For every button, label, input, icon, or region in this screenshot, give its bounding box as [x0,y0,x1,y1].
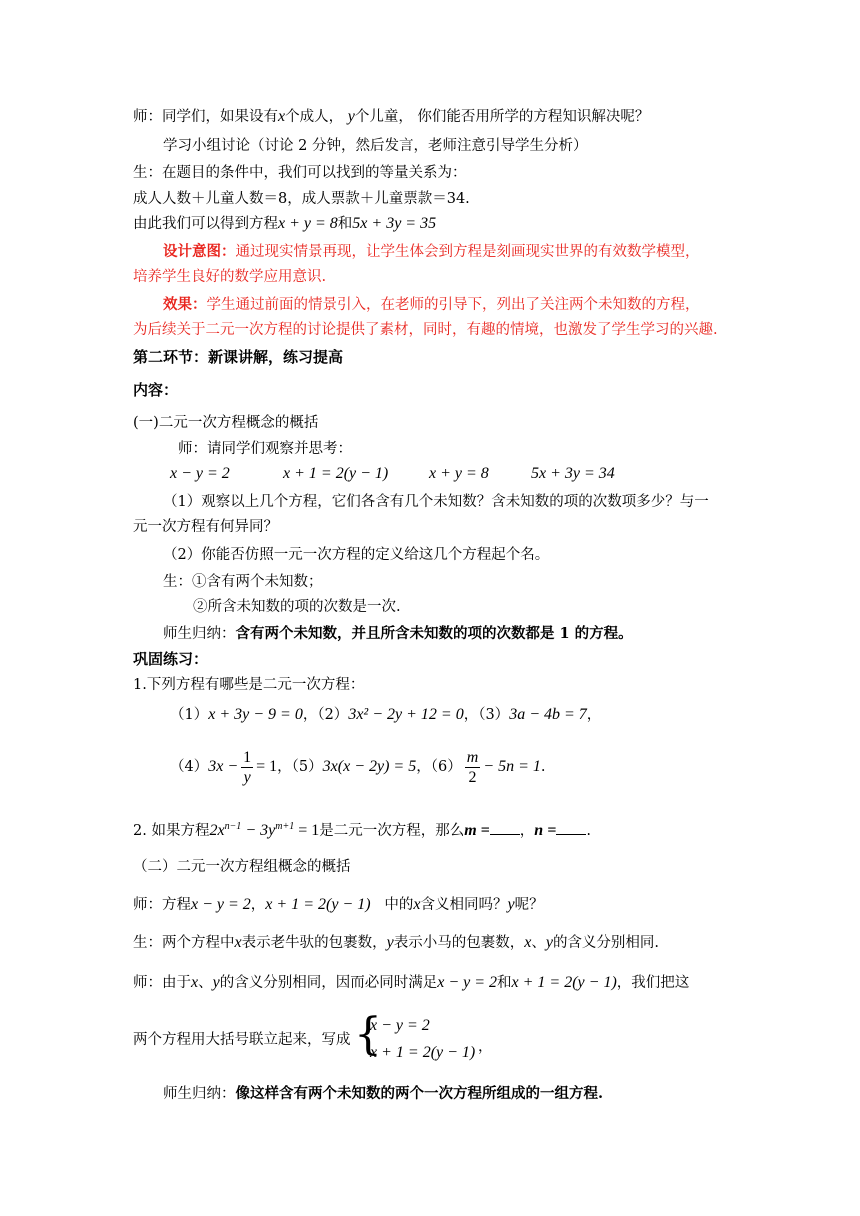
text: 师：同学们，如果设有 [133,109,278,125]
effect-cont: 为后续关于二元一次方程的讨论提供了素材，同时，有趣的情境，也激发了学生学习的兴趣. [133,322,718,338]
text: 的含义分别相同，因而必同时满足 [219,975,438,991]
text: 和 [497,975,512,991]
text: 学生通过前面的情景引入，在老师的引导下，列出了关注两个未知数的方程， [206,297,700,313]
effect [163,295,700,315]
derived-equations [133,214,436,234]
text: 呢？ [514,897,544,913]
part2-title: （二）二元一次方程组概念的概括 [133,859,351,875]
content-label: 内容： [133,381,179,399]
denominator: 2 [468,768,477,786]
sep: ， [302,707,318,723]
text: 含义相同吗？ [420,897,508,913]
summary-text: 含有两个未知数，并且所含未知数的项的次数都是 1 的方程。 [235,625,633,642]
equation-part: − 5n = 1 [483,758,541,775]
section-heading: 第二环节：新课讲解，练习提高 [133,348,344,366]
system-end: ， [478,1039,493,1055]
equation: x + 1 = 2(y − 1) [511,974,617,991]
answer-blank-m[interactable] [490,820,520,835]
summary-2 [163,1084,603,1104]
design-intent [163,242,700,262]
denominator: y [243,768,251,786]
exercise-2 [133,817,591,841]
summary-text: 像这样含有两个未知数的两个一次方程所组成的一组方程. [235,1085,604,1102]
eq-part: = 1 [294,821,320,839]
item-num: （2） [317,707,349,723]
var-y: y [545,934,553,951]
text: 通过现实情景再现，让学生体会到方程是刻画现实世界的有效数学模型， [235,244,700,260]
var-x: x [234,934,242,951]
sep: ， [463,707,479,723]
var-x: x [413,896,421,913]
equation: 3a − 4b = 7 [509,706,587,723]
answer-blank-n[interactable] [556,820,586,835]
teacher-question-line [133,107,649,127]
text: 师：方程 [133,897,191,913]
student-answer-1: 生：①含有两个未知数； [163,574,323,590]
text: 生：两个方程中 [133,935,235,951]
exponent: m+1 [275,821,295,832]
eq-part: − 3y [241,821,276,839]
sep: ， [277,759,292,775]
text: 、 [198,975,213,991]
student-answer-3 [133,933,659,953]
fraction [465,748,481,787]
var-y: y [507,896,515,913]
var-x: x [191,974,199,991]
numerator: 1 [243,748,252,766]
exercise-1-title: 1.下列方程有哪些是二元一次方程： [133,677,365,693]
text: 表示小马的包裹数， [393,935,525,951]
design-intent-cont: 培养学生良好的数学应用意识. [133,269,327,285]
group-discussion: 学习小组讨论（讨论 2 分钟，然后发言，老师注意引导学生分析） [163,138,588,154]
equation: x − y = 2 [191,896,251,913]
equation: 3x² − 2y + 12 = 0 [348,706,464,723]
var-m: m = [464,821,490,839]
var-y: y [347,108,355,125]
teacher-ask: 师：请同学们观察并思考： [178,441,352,457]
var-n: n = [534,821,557,839]
text: 和 [337,216,353,232]
equation: x + 3y − 9 = 0 [208,706,303,723]
teacher-reason [133,973,689,993]
var-y: y [386,934,394,951]
left-brace: { [354,1009,382,1060]
summary-label: 师生归纳： [163,1086,236,1102]
sep: ， [586,707,602,723]
equality-relations: 成人人数＋儿童人数＝8，成人票款＋儿童票款＝34. [133,191,470,207]
var-x: x [278,108,286,125]
effect-label: 效果： [163,296,207,313]
item-num: （6） [430,759,462,775]
question-1-cont: 元一次方程有何异同？ [133,519,278,535]
text: 的含义分别相同. [552,935,660,951]
item-num: （1） [170,707,209,723]
fraction [241,748,253,787]
text: 个儿童， 你们能否用所学的方程知识解决呢？ [354,109,650,125]
text: ，我们把这 [616,975,690,991]
teacher-question-2 [133,895,544,915]
item-num: （4） [170,759,209,775]
student-answer-2: ②所含未知数的项的次数是一次. [193,599,401,615]
equation-1: x − y = 2 [170,465,230,482]
item-num: （3） [478,707,510,723]
practice-label: 巩固练习： [133,650,209,668]
equation: x + 1 = 2(y − 1) [265,896,371,913]
text: 是二元一次方程，那么 [319,822,465,839]
var-x: x [524,934,532,951]
sep: ， [519,822,535,839]
text: 中的 [384,897,414,913]
system-equation-1: x − y = 2 [370,1017,430,1034]
sep: . [540,759,546,775]
equation-4: 5x + 3y = 34 [531,465,615,482]
text: 2. 如果方程 [133,822,210,839]
exercise-1-row-b [170,747,545,787]
equation-part: 3x − [208,758,239,775]
text: 师：由于 [133,975,191,991]
sep: ， [416,759,431,775]
equation: x − y = 2 [437,974,498,991]
question-2: （2）你能否仿照一元一次方程的定义给这几个方程起个名。 [163,547,550,563]
text: 个成人， [285,109,344,125]
text: 由此我们可以得到方程 [133,216,278,232]
design-label: 设计意图： [163,243,236,260]
equation: 5x + 3y = 35 [352,215,437,232]
exercise-1-row-a [170,705,601,725]
summary-1 [163,624,633,644]
summary-label: 师生归纳： [163,626,236,642]
equation: 3x(x − 2y) = 5 [322,758,417,775]
question-1: （1）观察以上几个方程，它们各含有几个未知数？含未知数的项的次数项多少？与一 [163,494,709,510]
var-y: y [212,974,220,991]
numerator: m [466,748,479,766]
equation-2: x + 1 = 2(y − 1) [283,465,389,482]
exponent: n−1 [224,821,242,832]
equation-3: x + y = 8 [429,465,489,482]
system-intro: 两个方程用大括号联立起来，写成 [133,1032,351,1048]
part1-title: (一)二元一次方程概念的概括 [133,415,319,431]
item-num: （5） [291,759,323,775]
system-equation-2: x + 1 = 2(y − 1) [370,1044,476,1061]
text: 表示老牛驮的包裹数， [241,935,387,951]
student-answer: 生：在题目的条件中，我们可以找到的等量关系为： [133,165,467,181]
equation-part: = 1 [256,758,278,775]
sep: ， [250,897,266,913]
text: 、 [531,935,546,951]
eq-part: 2x [209,821,225,839]
equation: x + y = 8 [278,215,338,232]
sep: . [586,822,591,839]
